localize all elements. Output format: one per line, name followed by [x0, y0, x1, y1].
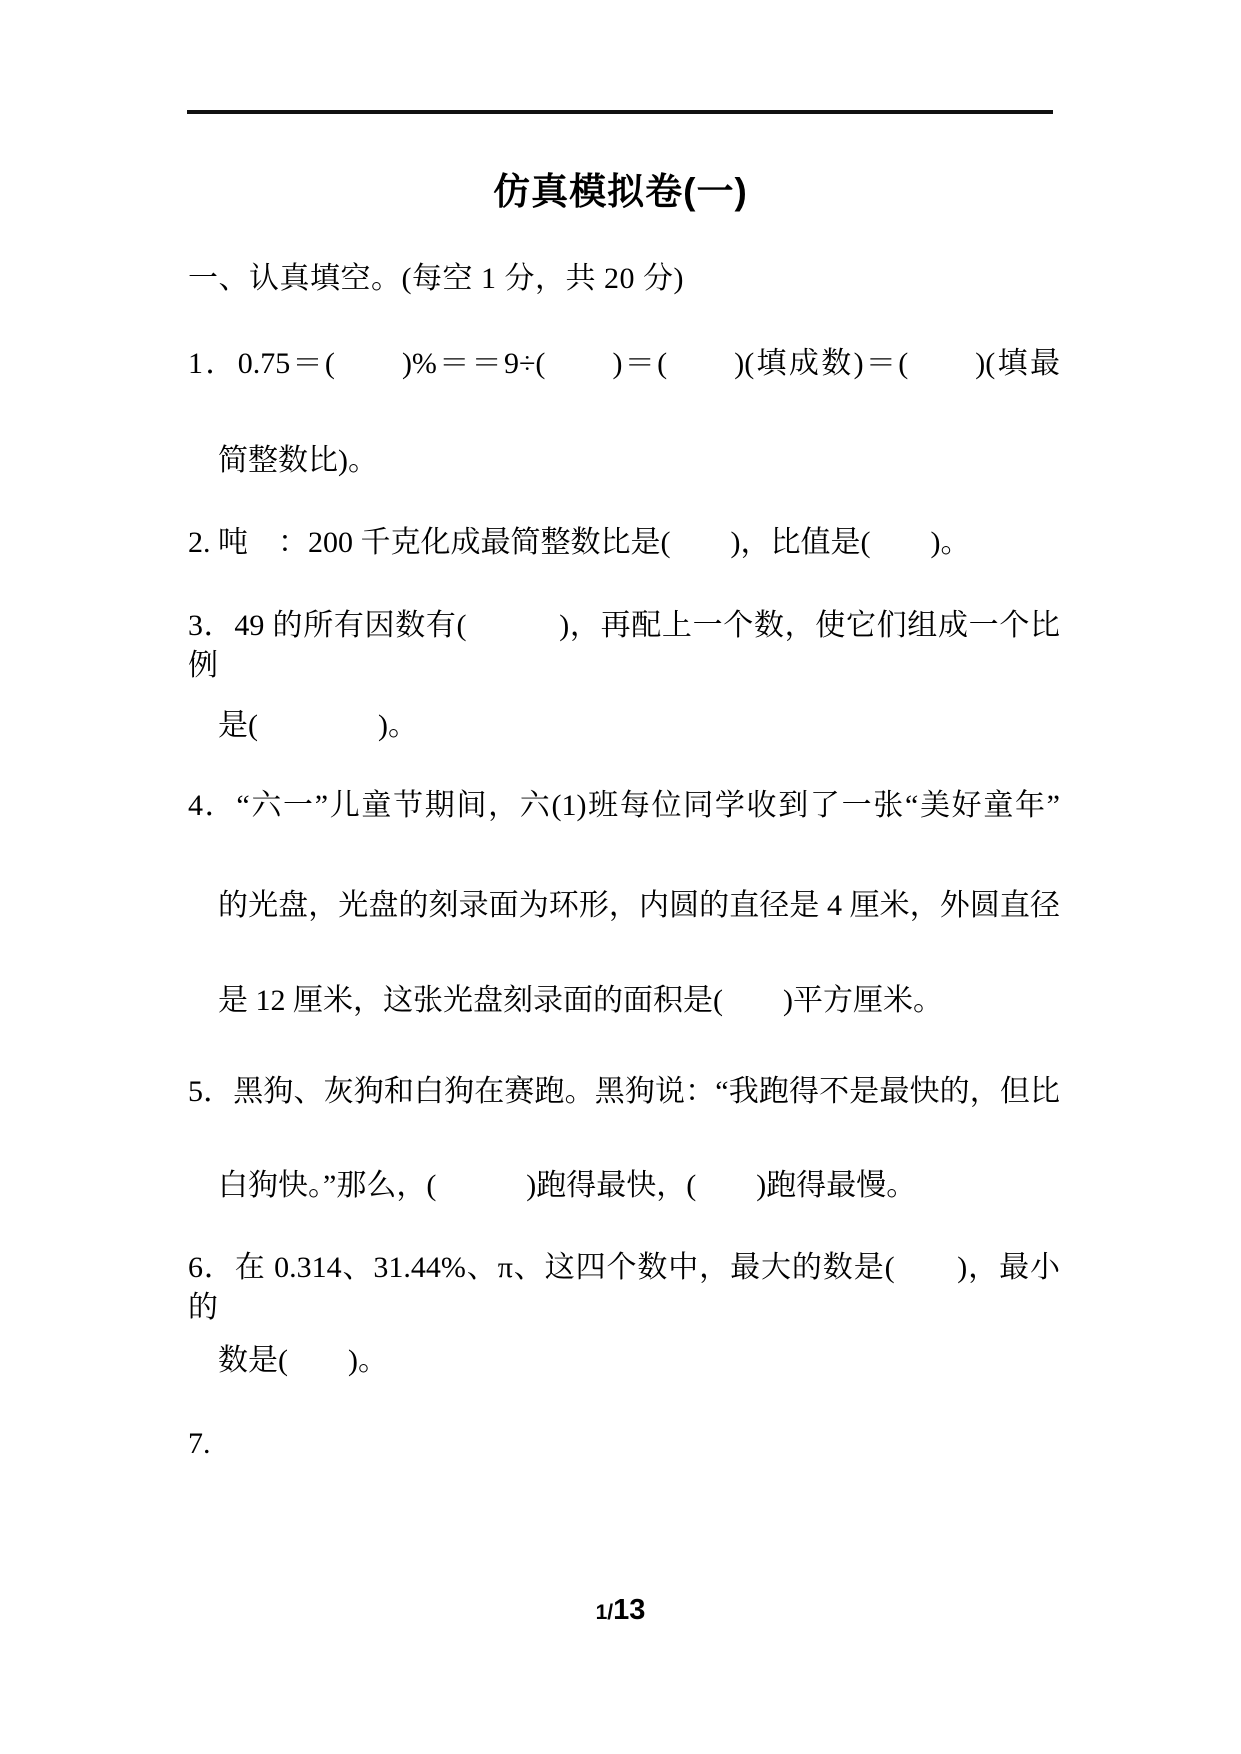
page-title: 仿真模拟卷(一) [493, 171, 748, 212]
question-7: 7. [188, 1427, 211, 1460]
section-heading: 一、认真填空。(每空 1 分，共 20 分) [188, 262, 684, 295]
question-6-line-1: 6．在 0.314、31.44%、π、这四个数中，最大的数是( )，最小的 [188, 1251, 1060, 1324]
page-number [0, 1594, 1241, 1627]
question-1-line-2: 简整数比)。 [218, 444, 378, 477]
header-rule [187, 110, 1053, 114]
question-3-line-2: 是( )。 [218, 709, 418, 742]
question-1-line-1: 1．0.75＝( )%＝＝9÷( )＝( )(填成数)＝( )(填最 [188, 347, 1060, 380]
page-number-total: 13 [613, 1594, 646, 1626]
question-4-line-2: 的光盘，光盘的刻录面为环形，内圆的直径是 4 厘米，外圆直径 [218, 889, 1060, 922]
question-5-line-2: 白狗快。”那么，( )跑得最快，( )跑得最慢。 [218, 1169, 917, 1202]
question-4-line-3: 是 12 厘米，这张光盘刻录面的面积是( )平方厘米。 [218, 984, 943, 1017]
question-6-line-2: 数是( )。 [218, 1344, 388, 1377]
question-3-line-1: 3．49 的所有因数有( )，再配上一个数，使它们组成一个比例 [188, 609, 1060, 682]
question-5-line-1: 5．黑狗、灰狗和白狗在赛跑。黑狗说：“我跑得不是最快的，但比 [188, 1075, 1060, 1108]
question-4-line-1: 4．“六一”儿童节期间，六(1)班每位同学收到了一张“美好童年” [188, 789, 1060, 822]
question-2: 2. 吨 ：200 千克化成最简整数比是( )，比值是( )。 [188, 526, 971, 559]
page-number-current: 1/ [595, 1601, 614, 1624]
